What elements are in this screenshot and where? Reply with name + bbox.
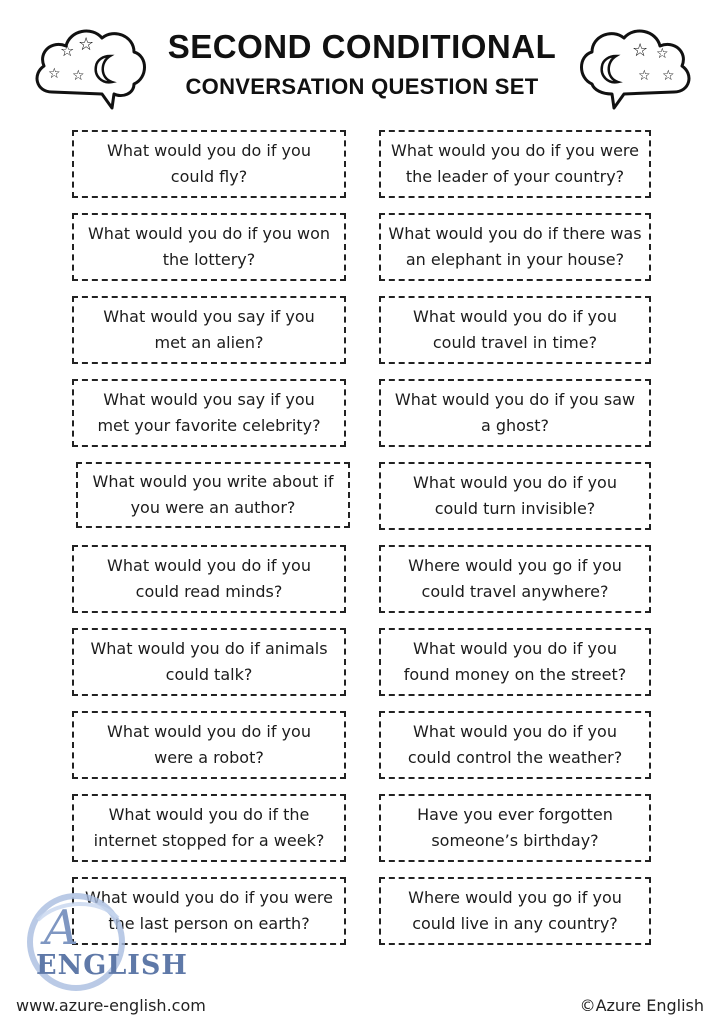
question-text: What would you do if you were the last person on earth? xyxy=(85,888,333,933)
svg-text:☆: ☆ xyxy=(632,40,649,61)
question-text: What would you do if you were a robot? xyxy=(107,722,311,767)
page-subtitle: CONVERSATION QUESTION SET xyxy=(185,74,539,99)
question-text: What would you do if there was an elephant in your house? xyxy=(388,224,642,269)
question-card xyxy=(379,877,651,945)
footer-website[interactable]: www.azure-english.com xyxy=(16,996,206,1015)
question-text: Where would you go if you could travel anywhere? xyxy=(408,556,622,601)
question-text: What would you say if you met an alien? xyxy=(103,307,315,352)
footer-copyright: ©Azure English xyxy=(579,996,704,1015)
question-card xyxy=(379,296,651,364)
question-text: What would you do if you could control the weather? xyxy=(407,722,623,767)
question-card xyxy=(379,628,651,696)
question-card xyxy=(379,545,651,613)
question-card xyxy=(379,130,651,198)
question-text: What would you do if you found money on the street? xyxy=(403,639,627,684)
page-title: SECOND CONDITIONAL xyxy=(167,28,557,65)
question-card xyxy=(72,379,346,447)
question-card xyxy=(72,130,346,198)
question-card xyxy=(379,462,651,530)
question-card xyxy=(379,711,651,779)
svg-text:☆: ☆ xyxy=(60,41,75,60)
question-card xyxy=(379,379,651,447)
question-card xyxy=(72,794,346,862)
question-card xyxy=(72,711,346,779)
svg-text:☆: ☆ xyxy=(656,46,669,62)
question-text: What would you say if you met your favorite celebrity? xyxy=(97,390,321,435)
question-text: What would you do if you were the leader of your country? xyxy=(391,141,639,186)
svg-text:☆: ☆ xyxy=(48,66,61,82)
cloud-moon-stars-icon xyxy=(576,22,696,114)
question-text: What would you do if you could travel in time? xyxy=(413,307,617,352)
svg-text:☆: ☆ xyxy=(72,68,85,84)
question-card xyxy=(379,794,651,862)
question-card xyxy=(72,296,346,364)
question-text: What would you do if animals could talk? xyxy=(90,639,328,684)
question-text: What would you do if you could fly? xyxy=(107,141,311,186)
question-text: What would you do if the internet stopped for a week? xyxy=(93,805,325,850)
question-text: What would you do if you saw a ghost? xyxy=(394,390,636,435)
question-text: What would you do if you could turn invisible? xyxy=(413,473,617,518)
page-header xyxy=(0,0,724,120)
svg-text:☆: ☆ xyxy=(78,34,95,55)
svg-text:☆: ☆ xyxy=(662,68,675,84)
question-card xyxy=(72,213,346,281)
question-card xyxy=(72,628,346,696)
logo-letter: A xyxy=(44,900,79,956)
question-text: What would you write about if you were an author? xyxy=(92,472,334,517)
question-card xyxy=(72,545,346,613)
logo-text: ENGLISH xyxy=(36,950,188,981)
question-text: Where would you go if you could live in any country? xyxy=(408,888,622,933)
question-text: What would you do if you won the lottery? xyxy=(87,224,330,269)
question-text: Have you ever forgotten someone’s birthday? xyxy=(417,805,613,850)
question-card xyxy=(379,213,651,281)
svg-text:☆: ☆ xyxy=(638,68,651,84)
question-text: What would you do if you could read minds? xyxy=(107,556,311,601)
question-card xyxy=(76,462,350,528)
